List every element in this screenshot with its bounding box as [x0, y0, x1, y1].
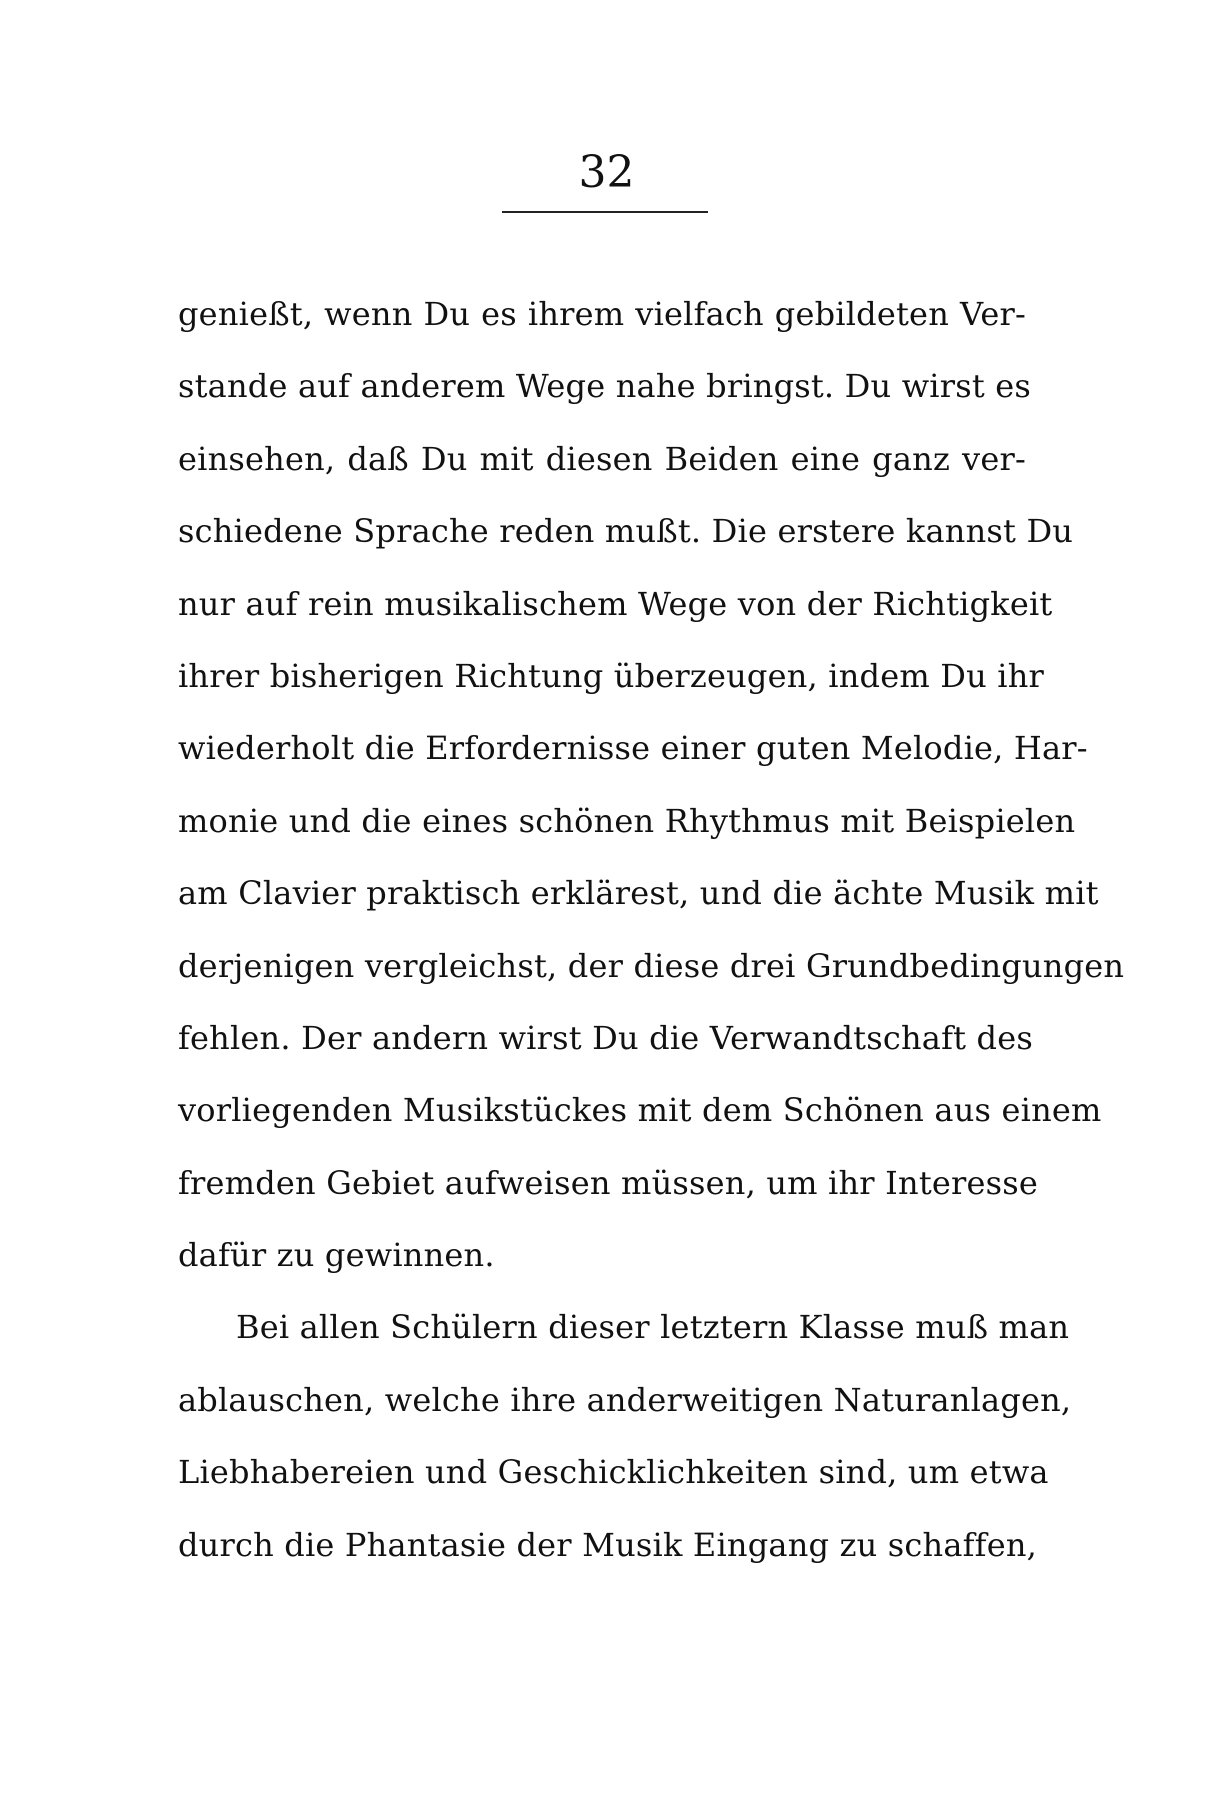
- paragraph: [178, 1291, 1072, 1581]
- text-line: fehlen. Der andern wirst Du die Verwandtschaft des: [178, 1018, 1033, 1057]
- text-line: stande auf anderem Wege nahe bringst. Du wirst es: [178, 367, 1032, 406]
- text-line: ablauschen, welche ihre anderweitigen Naturanlagen,: [178, 1380, 1072, 1419]
- header-rule: [502, 211, 708, 213]
- text-line: vorliegenden Musikstückes mit dem Schönen aus einem: [178, 1091, 1102, 1130]
- text-line: Liebhabereien und Geschicklichkeiten sind, um etwa: [178, 1453, 1049, 1492]
- text-line: einsehen, daß Du mit diesen Beiden eine ganz ver-: [178, 439, 1026, 478]
- text-line: dafür zu gewinnen.: [178, 1236, 495, 1275]
- text-line: schiedene Sprache reden mußt. Die erstere kannst Du: [178, 512, 1074, 551]
- text-line: derjenigen vergleichst, der diese drei Grundbedingungen: [178, 946, 1125, 985]
- text-line: Bei allen Schülern dieser letztern Klasse muß man: [236, 1308, 1070, 1347]
- text-line: wiederholt die Erfordernisse einer guten Melodie, Har-: [178, 729, 1088, 768]
- text-line: durch die Phantasie der Musik Eingang zu schaffen,: [178, 1525, 1038, 1564]
- page-number: 32: [578, 147, 635, 198]
- text-line: fremden Gebiet aufweisen müssen, um ihr Interesse: [178, 1163, 1039, 1202]
- text-line: nur auf rein musikalischem Wege von der Richtigkeit: [178, 584, 1053, 623]
- text-line: monie und die eines schönen Rhythmus mit Beispielen: [178, 801, 1076, 840]
- text-line: ihrer bisherigen Richtung überzeugen, indem Du ihr: [178, 656, 1045, 695]
- text-line: genießt, wenn Du es ihrem vielfach gebildeten Ver-: [178, 295, 1026, 333]
- body-text: [178, 278, 1125, 1581]
- paragraph: [178, 278, 1125, 1291]
- text-line: am Clavier praktisch erklärest, und die ächte Musik mit: [178, 874, 1099, 913]
